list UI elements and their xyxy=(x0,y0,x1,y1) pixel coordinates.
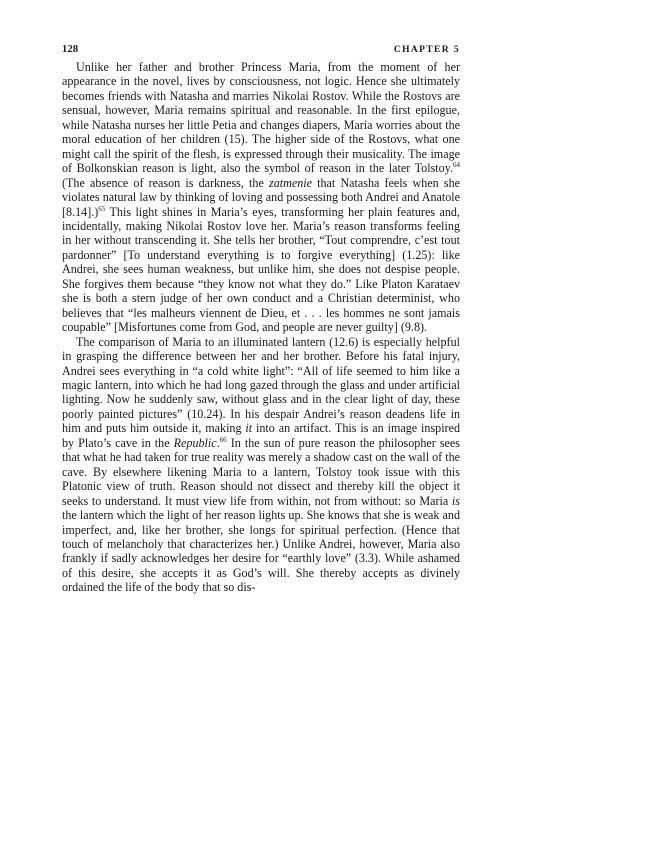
footnote-ref: 65 xyxy=(98,204,106,213)
italic-term: zatmenie xyxy=(269,175,312,190)
book-page xyxy=(62,44,460,595)
italic-term: it xyxy=(245,421,253,436)
text-run: that Natasha feels when she violates natural law by thinking of loving and possessing both Andrei and Anatole [8.14].) xyxy=(62,175,460,219)
text-run: Unlike her father and brother Princess Maria, from the moment of her appearance in the novel, lives by consciousness, not logic. Hence she ultimately becomes friends with Natasha and marries Nikolai Rostov. While the Rostovs are sensual, however, Maria remains spiritual and reasonable. In the first epilogue, while Natasha nurses her little Petia and changes diapers, Maria worries about the moral education of her children (15). The higher side of the Rostovs, what one might call the spirit of the flesh, is expressed through their musicality. The image of Bolkonskian reason is light, also the symbol of reason in the later Tolstoy. xyxy=(62,60,460,176)
text-run: (The absence of reason is darkness, the xyxy=(62,175,269,190)
text-run: the lantern which the light of her reason lights up. She knows that she is weak and imperfect, and, like her brother, she longs for spiritual perfection. (Hence that touch of melancholy that characterizes her.) Unlike Andrei, however, Maria also frankly if sadly acknowledges her desire for “earthly love” (3.3). While ashamed of this desire, she accepts it as God’s will. She thereby accepts as divinely ordained the life of the body that so dis- xyxy=(62,508,460,595)
italic-term: is xyxy=(451,493,460,508)
italic-term: Republic xyxy=(173,435,217,450)
text-run: . xyxy=(216,435,220,450)
text-run: The comparison of Maria to an illuminated lantern (12.6) is especially helpful in grasping the difference between her and her brother. Before his fatal injury, Andrei sees everything in “a cold white light”: “All of life seemed to him like a magic lantern, into which he had long gazed through the glass and under artificial lighting. Now he suddenly saw, without glass and in the clear light of day, these poorly painted pictures” (10.24). In his despair Andrei’s reason deadens life in him and puts him outside it, making xyxy=(62,334,460,436)
text-run: into an artifact. This is an image inspired by Plato’s cave in the xyxy=(62,421,460,450)
paragraph-2 xyxy=(62,335,460,595)
text-run: This light shines in Maria’s eyes, transforming her plain features and, incidentally, making Nikolai Rostov love her. Maria’s reason transforms feeling in her without transcending it. She tells her brother, “Tout comprendre, c’est tout pardonner” [To understand everything is to forgive everything] (1.25): like Andrei, she sees human weakness, but unlike him, she does not despise people. She forgives them because “they know not what they do.” Like Platon Karataev she is both a stern judge of her own conduct and a Christian determinist, who believes that “les malheurs viennent de Dieu, et . . . les hommes ne sont jamais coupable” [Misfortunes come from God, and people are never guilty] (9.8). xyxy=(62,204,460,335)
body-text xyxy=(62,60,460,595)
paragraph-1 xyxy=(62,60,460,335)
chapter-label: CHAPTER 5 xyxy=(393,45,460,55)
footnote-ref: 66 xyxy=(219,435,227,444)
footnote-ref: 64 xyxy=(453,161,460,170)
text-run: In the sun of pure reason the philosopher sees that what he had taken for true reality was merely a shadow cast on the wall of the cave. By elsewhere likening Maria to a lantern, Tolstoy took issue with this Platonic view of truth. Reason should not dissect and thereby kill the object it seeks to understand. It must view life from within, not from without: so Maria xyxy=(62,435,460,508)
page-number: 128 xyxy=(62,44,79,55)
running-header xyxy=(62,44,460,55)
